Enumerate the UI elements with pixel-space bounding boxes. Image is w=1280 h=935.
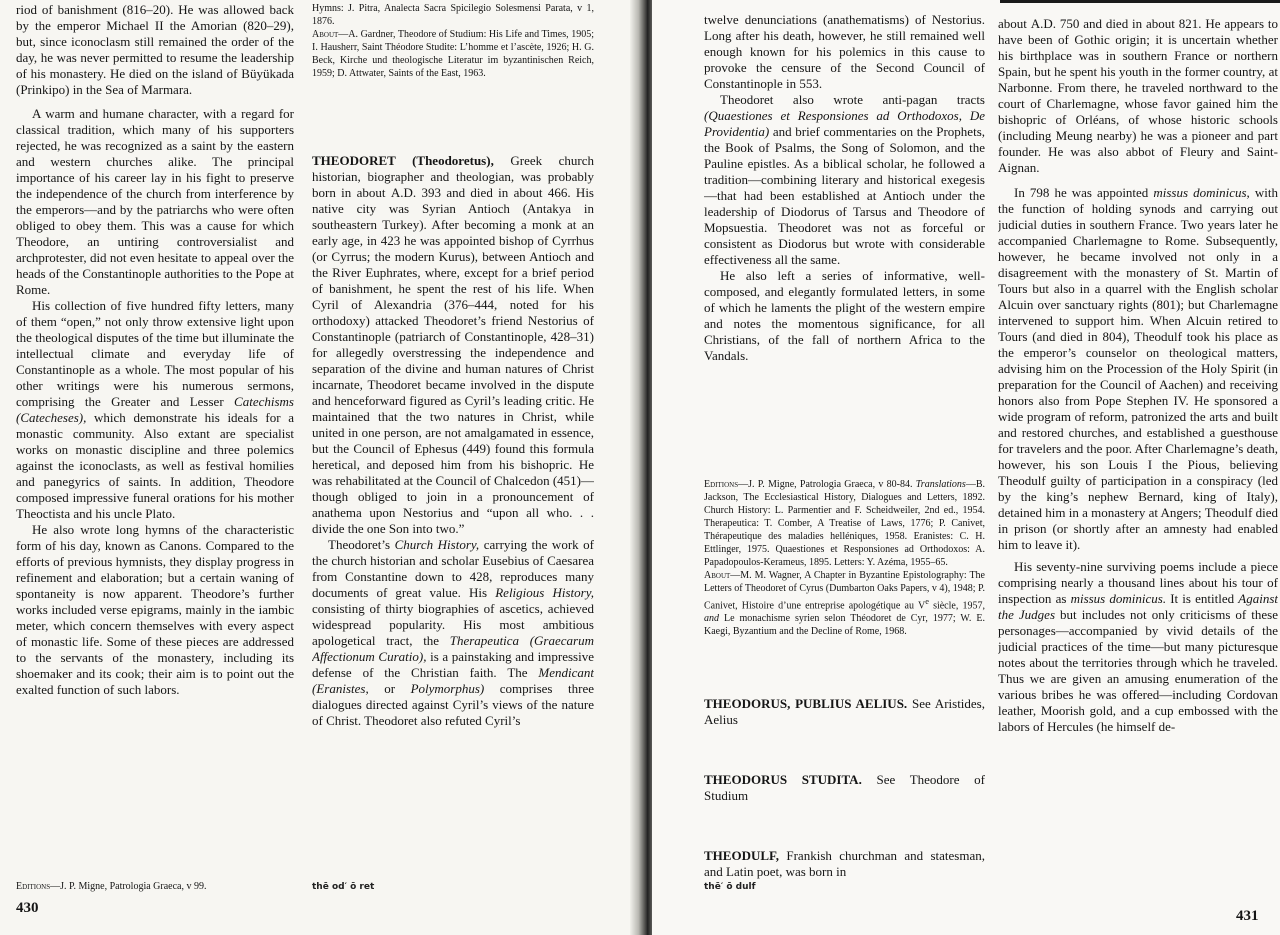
scan-edge-strip: [1000, 0, 1280, 3]
pronunciation-theodulf: thē′ ō dulf: [704, 882, 756, 892]
right-page-column-2: [998, 0, 1278, 935]
right-page: [652, 0, 1280, 935]
right-page-column-1: [704, 0, 985, 935]
paragraph: A warm and humane character, with a regard for classical tradition, which many of his supporters rejected, he was recognized as a saint by the eastern and western churches alike. The principal importance of his career lay in his fight to preserve the independence of the church from interference by the emperors—and by the patriarchs who were often obliged to obey them. This was a cause for which Theodore, an untiring controversialist and archprotester, did not even hesitate to appeal over the heads of the Constantinople authorities to the Pope at Rome.: [16, 106, 294, 297]
page-number-right: 431: [1236, 908, 1259, 924]
headword: THEODULF,: [704, 848, 780, 863]
entry-theodorus-publius-aelius: THEODORUS, PUBLIUS AELIUS. See Aristides, Aelius: [704, 696, 985, 727]
headword: THEODORET (Theodoretus),: [312, 153, 494, 168]
headword: THEODORUS STUDITA.: [704, 772, 862, 787]
headword: THEODORUS, PUBLIUS AELIUS.: [704, 696, 908, 711]
entry-theodorus-studita: THEODORUS STUDITA. See Theodore of Studium: [704, 772, 985, 803]
paragraph: He also wrote long hymns of the characteristic form of his day, known as Canons. Compared to the efforts of previous hymnists, they display progress in refinement and elaboration; but a certain waning of spontaneity is now apparent. Theodore’s further works included verse epigrams, mainly in the iambic meter, which concern themselves with every aspect of monastic life. Some of these pieces are addressed to the servants of the monastery, including its shoemaker and its cook; their aim is to point out the exalted function of such labors.: [16, 522, 294, 697]
left-col1-body: [16, 2, 294, 698]
bibliography-editions: Editions—J. P. Migne, Patrologia Graeca, v 99.: [16, 881, 207, 892]
left-page-column-2: [312, 0, 594, 935]
entry-theodulf-continued: about A.D. 750 and died in about 821. He appears to have been of Gothic origin; it is uncertain whether his birthplace was in southern France or northern Spain, but he spent his youth in the former country, at Narbonne. From there, he traveled northward to the court of Charlemagne, whose favor gained him the bishopric of Orléans, of whose historic schools (including Meung nearby) he was a pioneer and part founder. He was also abbot of Fleury and Saint-Aignan. In 798 he was appointed missus dominicus, with the function of holding synods and carrying out judicial duties in southern France. Two years later he accompanied Charlemagne to Rome. Subsequently, however, he became involved not only in a disagreement with the monastery of St. Martin of Tours but also in a quarrel with the English scholar Alcuin over sanctuary rights (801); but Charlemagne intervened to support him. When Alcuin retired to Tours (and died in 804), Theodulf took his place as the emperor’s counselor on theological matters, advising him on the Procession of the Holy Spirit (in preparation for the Council of Aachen) and receiving honors also from Pope Stephen IV. He sponsored a wide program of reform, patronized the arts and built and restored churches, and established a guesthouse for travelers and the poor. After Charlemagne’s death, however, his son Louis I the Pious, believing Theodulf guilty of participation in a conspiracy (led by the king’s nephew Bernard, king of Italy), detained him in a monastery at Angers; Theodulf died in prison (or shortly after an amnesty had enabled him to leave it). His seventy-nine surviving poems include a piece comprising nearly a thousand lines about his tour of inspection as missus dominicus. It is entitled Against the Judges but includes not only criticisms of these personages—accompanied by vivid details of the judicial practices of the time—but many picturesque notes about the territories through which he traveled. Thus we are given an amusing enumeration of the various bribes he was offered—including Cordovan leather, Moorish gold, and a cup embossed with the labors of Hercules (he himself de-: [998, 16, 1278, 734]
entry-theodoret: THEODORET (Theodoretus), Greek church historian, biographer and theologian, was probably born in about A.D. 393 and died in about 466. His native city was Syrian Antioch (Antakya in southeastern Turkey). After becoming a monk at an early age, in 423 he was appointed bishop of Cyrrhus (or Cyrrus; the modern Kurus), between Antioch and the River Euphrates, where, except for a brief period of banishment, he spent the rest of his life. When Cyril of Alexandria (376–444, noted for his orthodoxy) attacked Theodoret’s friend Nestorius of Constantinople (patriarch of Constantinople, 428–31) for allegedly overstressing the independence and separation of the divine and human natures of Christ incarnate, Theodoret became involved in the dispute and henceforward figured as Cyril’s leading critic. He maintained that the two natures in Christ, while united in one person, are not amalgamated in essence, but the Council of Ephesus (449) found this formula heretical, and deposed him from his bishopric. He was rehabilitated at the Council of Chalcedon (451)—though obliged to join in a pronouncement of anathema upon Nestorius and “upon all who. . . divide the one Son into two.” Theodoret’s Church History, carrying the work of the church historian and scholar Eusebius of Caesarea from Constantine down to 428, reproduces many documents of great value. His Religious History, consisting of thirty biographies of ascetics, achieved widespread popularity. His most ambitious apologetical tract, the Therapeutica (Graecarum Affectionum Curatio), is a painstaking and impressive defense of the Christian faith. The Mendicant (Eranistes, or Polymorphus) comprises three dialogues directed against Cyril’s views of the nature of Christ. Theodoret also refuted Cyril’s: [312, 153, 594, 728]
page-number-left: 430: [16, 900, 39, 916]
entry-theodulf: THEODULF, Frankish churchman and statesman, and Latin poet, was born in: [704, 848, 985, 879]
paragraph: His collection of five hundred fifty letters, many of them “open,” not only throw extensive light upon the theological disputes of the time but illuminate the intellectual climate and everyday life of Constantinople as a whole. The most popular of his other writings were his numerous sermons, comprising the Greater and Lesser Catechisms (Catecheses), which demonstrate his ideals for a monastic community. Also extant are specialist works on monastic discipline and three polemics against the iconoclasts, as well as festival homilies and panegyrics of saints. In addition, Theodore composed impressive funeral orations for his mother Theoctista and his uncle Plato.: [16, 298, 294, 521]
entry-theodoret-continued: twelve denunciations (anathematisms) of Nestorius. Long after his death, however, he still remained well enough known for his polemics in this cause to provoke the censure of the Second Council of Constantinople in 553. Theodoret also wrote anti-pagan tracts (Quaestiones et Responsiones ad Orthodoxos, De Providentia) and brief commentaries on the Prophets, the Book of Psalms, the Song of Solomon, and the Pauline epistles. As a biblical scholar, he followed a tradition—combining literary and historical exegesis—that had been established at Antioch under the leadership of Diodorus of Tarsus and Theodore of Mopsuestia. Theodoret was not as forceful or consistent as Diodorus but wrote with considerable effectiveness all the same. He also left a series of informative, well-composed, and elegantly formulated letters, in some of which he laments the plight of the western empire and notes the momentous significance, for all Christians, of the fall of northern Africa to the Vandals.: [704, 12, 985, 363]
paragraph: riod of banishment (816–20). He was allowed back by the emperor Michael II the Amorian (820–29), but, since iconoclasm still remained the order of the day, he was never permitted to resume the leadership of his monastery. He died on the island of Büyükada (Prinkipo) in the Sea of Marmara.: [16, 2, 294, 97]
left-page-column-1: [16, 0, 294, 935]
bibliography-theodoret: Editions—J. P. Migne, Patrologia Graeca, v 80-84. Translations—B. Jackson, The Ecclesiastical History, Dialogues and Letters, 1892. Church History: L. Parmentier and F. Scheidweiler, 2nd ed., 1954. Therapeutica: T. Comber, A Treatise of Laws, 1776; P. Canivet, Thérapeutique des maladies helléniques, 1958. Eranistes: C. H. Ettlinger, 1975. Quaestiones et Responsiones ad Orthodoxos: A. Papadopoulos-Kerameus, 1895. Letters: Y. Azéma, 1955–65. About—M. M. Wagner, A Chapter in Byzantine Epistolography: The Letters of Theodoret of Cyrus (Dumbarton Oaks Papers, v 4), 1948; P. Canivet, Histoire d’une entreprise apologétique au Ve siècle, 1957, and Le monachisme syrien selon Théodoret de Cyr, 1977; W. E. Kaegi, Byzantium and the Decline of Rome, 1968.: [704, 479, 985, 638]
pronunciation-theodoret: thē od′ ō ret: [312, 882, 375, 892]
bibliography-hymns-about: Hymns: J. Pitra, Analecta Sacra Spicilegio Solesmensi Parata, v 1, 1876. About—A. Gardner, Theodore of Studium: His Life and Times, 1905; I. Hausherr, Saint Théodore Studite: L’homme et l’ascète, 1926; H. G. Beck, Kirche und theologische Literatur im byzantinischen Reich, 1959; D. Attwater, Saints of the East, 1963.: [312, 3, 594, 79]
